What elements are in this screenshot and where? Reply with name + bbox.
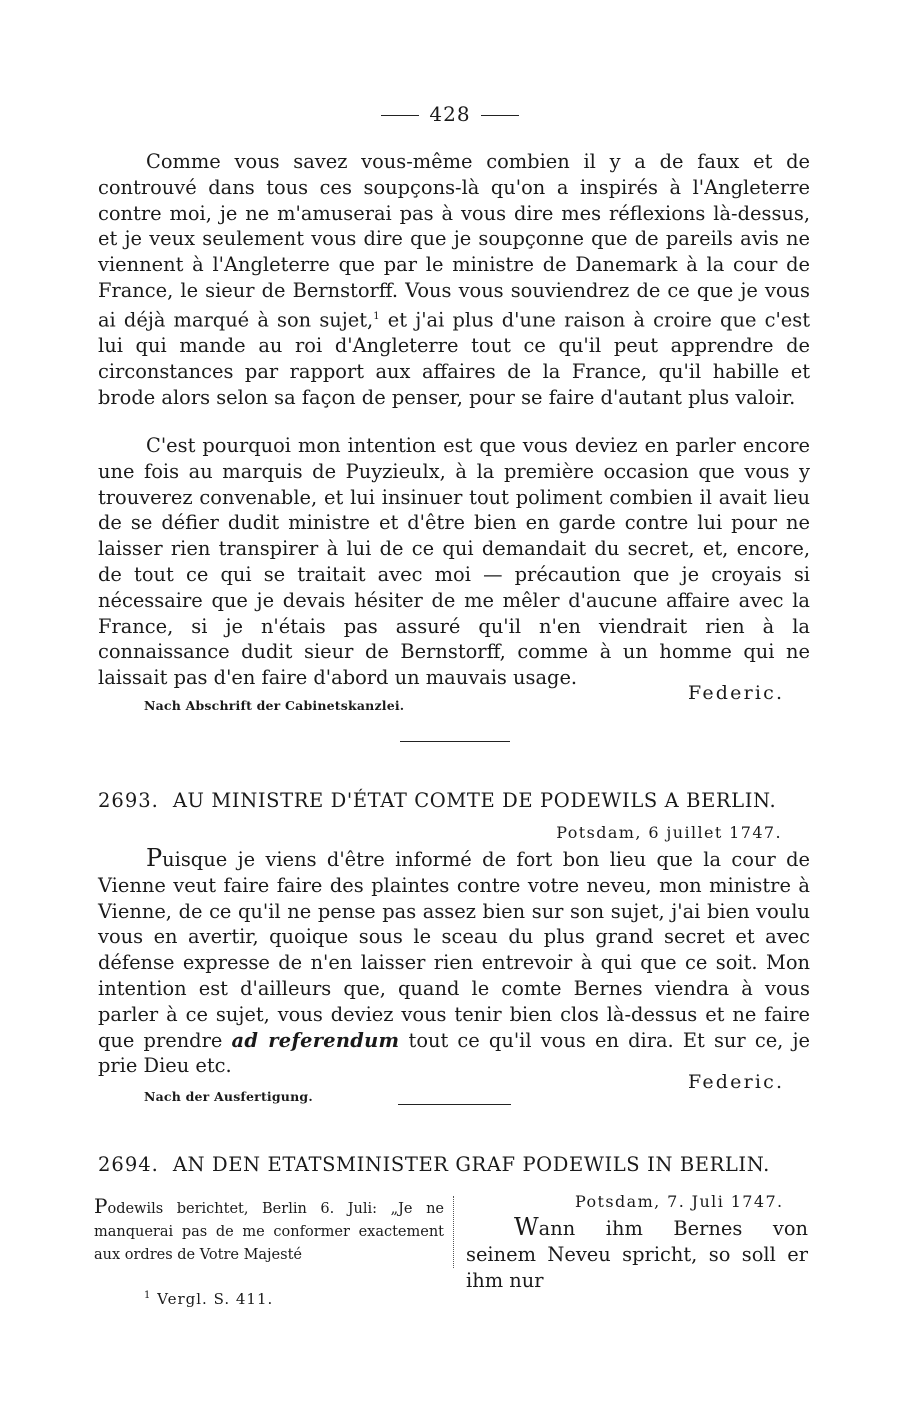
page-number-value: 428 [429,102,471,126]
letter-2693-source-note: Nach der Ausfertigung. [144,1089,313,1104]
footnote-marker: 1 [144,1290,152,1301]
letter-2693-body-b: tout ce qu'il vous en dira. Et sur ce, je prie Dieu etc. [98,1028,810,1078]
page-number [0,102,900,126]
letter-2693-italic-phrase: ad referendum [231,1028,400,1052]
letter-2692-signature: Federic. [688,682,785,704]
letter-2693-dateline: Potsdam, 6 juillet 1747. [556,823,782,842]
letter-2693-body [98,846,810,1079]
letter-2693-number: 2693. [98,789,159,812]
letter-2694-right-text: ann ihm Bernes von seinem Neveu spricht, so soll er ihm nur [466,1217,808,1292]
section-divider [400,741,510,742]
footnote-reference: 1 [373,310,380,322]
footnote-text: Vergl. S. 411. [157,1290,274,1308]
footnote [144,1290,273,1308]
letter-2693-signature: Federic. [688,1071,785,1093]
letter-2694-right-dropcap: W [514,1213,539,1241]
letter-2693-dropcap: P [146,844,163,872]
letter-2694-left-dropcap: P [94,1194,108,1218]
letter-2692-paragraph-1-end: et j'ai plus d'une raison à croire que c'est lui qui mande au roi d'Angleterre tout ce qu'il peut apprendre de circonstances par rapport aux affaires de la France, qu'il habille et brode alors selon sa façon de penser, pour se faire d'autant plus valoir. [98,308,810,409]
page-number-dash-right [481,115,519,116]
letter-2693-title: AU MINISTRE D'ÉTAT COMTE DE PODEWILS A BERLIN. [172,789,777,812]
letter-2694-number: 2694. [98,1153,159,1176]
letter-2694-dateline: Potsdam, 7. Juli 1747. [575,1192,784,1211]
letter-2694-left-text: odewils berichtet, Berlin 6. Juli: „Je ne manquerai pas de me conformer exactement aux ordres de Votre Majesté [94,1201,444,1263]
letter-2692-paragraph-2: C'est pourquoi mon intention est que vous deviez en parler encore une fois au marquis de Puyzieulx, à la première occasion que vous y trouverez convenable, et lui insinuer tout poliment combien il avait lieu de se défier dudit ministre et d'être bien en garde contre lui pour ne laisser rien transpirer à lui de ce qui demandait du secret, et, encore, de tout ce qui se traitait avec moi — précaution que je croyais si nécessaire que je devais hésiter de me mêler d'aucune affaire avec la France, si je n'étais pas assuré qu'il n'en viendrait rien à la connaissance dudit sieur de Bernstorff, comme à un homme qui ne laissait pas d'en faire d'abord un mauvais usage. [98,434,810,690]
letter-2693-heading [98,789,810,812]
letter-2692-source-note: Nach Abschrift der Cabinetskanzlei. [144,698,405,713]
letter-2692-paragraph-1-text: Comme vous savez vous-même combien il y a de faux et de controuvé dans tous ces soupçons-là qu'on a inspirés à l'Angleterre contre moi, je ne m'amuserai pas à vous dire mes réflexions là-dessus, et je veux seulement vous dire que je soupçonne que de pareils avis ne viennent à l'Angleterre que par le ministre de Danemark à la cour de France, le sieur de Bernstorff. Vous vous souviendrez de ce que je vous ai déjà marqué à son sujet, [98,150,810,332]
letter-2694-text-column [466,1214,808,1294]
letter-2694-summary-column [94,1195,444,1267]
letter-2693-body-a: uisque je viens d'être informé de fort bon lieu que la cour de Vienne veut faire faire des plaintes contre votre neveu, mon ministre à Vienne, de ce qu'il ne pense pas assez bien sur son sujet, j'ai bien voulu vous en avertir, quoique sous le sceau du plus grand secret et avec défense expresse de n'en laisser rien entrevoir à qui que ce soit. Mon intention est d'ailleurs que, quand le comte Bernes viendra à vous parler à ce sujet, vous deviez vous tenir bien clos là-dessus et ne faire que prendre [98,848,810,1052]
section-divider-2 [398,1104,511,1105]
page-number-dash-left [381,115,419,116]
letter-2694-heading [98,1153,810,1176]
column-divider [453,1196,454,1268]
letter-2694-title: AN DEN ETATSMINISTER GRAF PODEWILS IN BERLIN. [172,1153,770,1176]
letter-2692-paragraph-1 [98,149,810,410]
